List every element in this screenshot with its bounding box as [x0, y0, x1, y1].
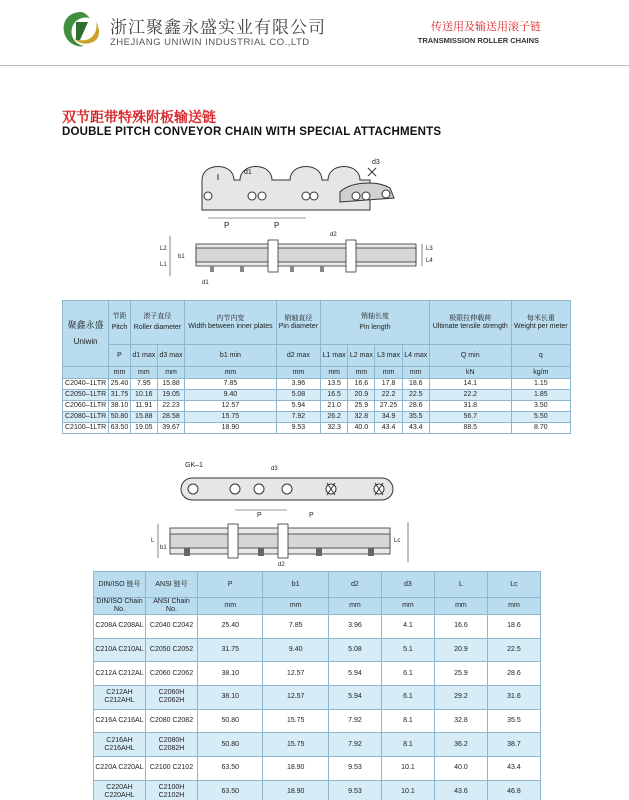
table-cell: 11.91: [130, 401, 157, 412]
table-cell: 7.92: [328, 733, 381, 757]
table-row: [63, 423, 571, 434]
brand-header: [63, 301, 109, 367]
pitch-header: 节距 Pitch: [109, 301, 131, 345]
table-cell: 12.57: [263, 686, 328, 710]
pin-header: 销轴直径 Pin diameter: [276, 301, 320, 345]
table-cell: 28.58: [157, 412, 184, 423]
table-cell: 16.6: [348, 379, 375, 390]
table-cell: 18.6: [402, 379, 429, 390]
fig2-label-p2: P: [309, 512, 314, 518]
table-cell: 56.7: [429, 412, 511, 423]
table-cell: C2050–1LTR: [63, 390, 109, 401]
table-cell: 36.2: [434, 733, 487, 757]
sym-p: P: [109, 345, 131, 367]
table-cell: C2060H C2062H: [146, 686, 198, 710]
fig2-label-b1: b1: [160, 545, 167, 551]
table-cell: 28.6: [487, 662, 540, 686]
table-cell: 32.8: [434, 709, 487, 733]
table-cell: 34.9: [375, 412, 402, 423]
tagline-en: TRANSMISSION ROLLER CHAINS: [417, 36, 539, 45]
table-cell: C2080H C2082H: [146, 733, 198, 757]
chain-side-view-diagram: [190, 150, 430, 232]
table-cell: 50.80: [109, 412, 131, 423]
table-cell: 16.6: [434, 615, 487, 639]
table-cell: 5.94: [328, 686, 381, 710]
sym-d1: d1 max: [130, 345, 157, 367]
company-name-en: ZHEJIANG UNIWIN INDUSTRIAL CO.,LTD: [110, 37, 310, 48]
table-cell: 21.0: [321, 401, 348, 412]
table-cell: 6.1: [381, 686, 434, 710]
fig1-label-b1: b1: [178, 254, 185, 260]
fig1-label-d2: d2: [330, 232, 337, 238]
table-cell: 40.0: [348, 423, 375, 434]
table-cell: 20.9: [434, 638, 487, 662]
table-cell: 43.4: [487, 757, 540, 781]
table-cell: 38.10: [198, 686, 263, 710]
sym-l3: L3 max: [375, 345, 402, 367]
table-cell: 7.85: [185, 379, 277, 390]
table-cell: 5.08: [276, 390, 320, 401]
sym-b1: b1 min: [185, 345, 277, 367]
table-cell: C216A C216AL: [94, 709, 146, 733]
fig2-label-d3: d3: [271, 466, 278, 472]
fig1-label-d1: d1: [244, 169, 252, 176]
fig2-label-lc: Lc: [394, 538, 401, 544]
table-row: [63, 379, 571, 390]
table-cell: 25.9: [348, 401, 375, 412]
table-cell: 18.90: [185, 423, 277, 434]
table-cell: 8.70: [511, 423, 570, 434]
table-cell: 18.90: [263, 780, 328, 800]
chain-top-view-diagram: [150, 230, 440, 288]
table-cell: 5.08: [328, 638, 381, 662]
table-row: [94, 780, 541, 800]
table-cell: 15.88: [130, 412, 157, 423]
table-cell: 25.40: [198, 615, 263, 639]
table-row: [63, 412, 571, 423]
table-cell: 5.1: [381, 638, 434, 662]
table-cell: 19.05: [130, 423, 157, 434]
sym-weight: q: [511, 345, 570, 367]
fig2-label-p: P: [257, 512, 262, 518]
table-cell: 22.2: [429, 390, 511, 401]
tensile-header: 极限拉伸载荷 Ultimate tensile strength: [429, 301, 511, 345]
table-cell: 26.2: [321, 412, 348, 423]
table-cell: C216AH C216AHL: [94, 733, 146, 757]
b1-header: b1: [263, 572, 328, 598]
fig1-label-p2: P: [274, 221, 280, 230]
table-cell: 88.5: [429, 423, 511, 434]
table-cell: 63.50: [109, 423, 131, 434]
units-row: mm mm mm mm mm mm mm mm mm kN kg/m: [63, 367, 571, 379]
chain-gk1-side-diagram: [175, 458, 405, 518]
table-cell: 13.5: [321, 379, 348, 390]
company-logo-icon: [58, 8, 104, 54]
table-cell: C2050 C2052: [146, 638, 198, 662]
table-cell: 1.15: [511, 379, 570, 390]
table-cell: 12.57: [185, 401, 277, 412]
table-row: [94, 638, 541, 662]
gk1-chain-spec-table: [93, 571, 541, 800]
attachment-chain-spec-table: [62, 300, 571, 434]
table-cell: 9.53: [276, 423, 320, 434]
sym-l1: L1 max: [321, 345, 348, 367]
table-cell: 50.80: [198, 733, 263, 757]
table-cell: 10.1: [381, 757, 434, 781]
section-title-en: DOUBLE PITCH CONVEYOR CHAIN WITH SPECIAL ATTACHMENTS: [62, 126, 442, 138]
table-cell: 7.85: [263, 615, 328, 639]
fig1-label-l1: L1: [160, 262, 167, 268]
table-cell: 9.40: [263, 638, 328, 662]
table-cell: 38.10: [198, 662, 263, 686]
table-cell: 32.3: [321, 423, 348, 434]
table-cell: C2100–1LTR: [63, 423, 109, 434]
table-row: [94, 662, 541, 686]
table-cell: 15.75: [263, 733, 328, 757]
table-cell: 25.40: [109, 379, 131, 390]
table-cell: 9.53: [328, 780, 381, 800]
sym-q: Q min: [429, 345, 511, 367]
fig1-label-l4: L4: [426, 258, 433, 264]
pinlen-header: 销轴长度 Pin length: [321, 301, 430, 345]
table-cell: 8.1: [381, 733, 434, 757]
table-row: [63, 390, 571, 401]
table-cell: 7.92: [328, 709, 381, 733]
fig1-label-p: P: [224, 221, 230, 230]
table-cell: 5.94: [276, 401, 320, 412]
fig1-label-l2: L2: [160, 246, 167, 252]
table-cell: 20.9: [348, 390, 375, 401]
table-cell: 1.85: [511, 390, 570, 401]
table-cell: 46.8: [487, 780, 540, 800]
table-cell: 63.50: [198, 780, 263, 800]
table-cell: 5.50: [511, 412, 570, 423]
table-cell: 50.80: [198, 709, 263, 733]
table-cell: 43.6: [434, 780, 487, 800]
table-cell: C208A C208AL: [94, 615, 146, 639]
table-cell: C220AH C220AHL: [94, 780, 146, 800]
table-cell: 25.9: [434, 662, 487, 686]
table-cell: 16.5: [321, 390, 348, 401]
table-row: [94, 757, 541, 781]
table-cell: 15.88: [157, 379, 184, 390]
table-cell: 3.50: [511, 401, 570, 412]
table-cell: 40.0: [434, 757, 487, 781]
table-cell: 10.1: [381, 780, 434, 800]
table-cell: 35.5: [487, 709, 540, 733]
table-cell: C2040 C2042: [146, 615, 198, 639]
sym-l2: L2 max: [348, 345, 375, 367]
brand-en: Uniwin: [73, 336, 98, 346]
table-cell: C220A C220AL: [94, 757, 146, 781]
lc-header: Lc: [487, 572, 540, 598]
sym-d2: d2 max: [276, 345, 320, 367]
table-row: [63, 401, 571, 412]
table-cell: 31.75: [198, 638, 263, 662]
table-cell: 38.10: [109, 401, 131, 412]
fig1-label-d1b: d1: [202, 280, 209, 286]
table-cell: 22.2: [375, 390, 402, 401]
table-cell: 17.8: [375, 379, 402, 390]
table-cell: 43.4: [402, 423, 429, 434]
d2-header: d2: [328, 572, 381, 598]
fig2-label-d2: d2: [278, 562, 285, 568]
table-cell: 43.4: [375, 423, 402, 434]
table-cell: C2100 C2102: [146, 757, 198, 781]
table-cell: 29.2: [434, 686, 487, 710]
table-row: [94, 733, 541, 757]
table-cell: 27.25: [375, 401, 402, 412]
table-cell: 35.5: [402, 412, 429, 423]
tagline-cn: 传送用及输送用滚子链: [431, 20, 541, 33]
table-row: [94, 686, 541, 710]
table-cell: 18.6: [487, 615, 540, 639]
table-cell: 4.1: [381, 615, 434, 639]
table-cell: 31.8: [429, 401, 511, 412]
table-cell: C2060–1LTR: [63, 401, 109, 412]
table-cell: C2100H C2102H: [146, 780, 198, 800]
table-cell: 39.67: [157, 423, 184, 434]
table-row: [94, 709, 541, 733]
chain-gk1-top-diagram: [150, 518, 420, 568]
table-cell: C2080 C2082: [146, 709, 198, 733]
table-cell: 31.6: [487, 686, 540, 710]
table-cell: 19.05: [157, 390, 184, 401]
sym-d3: d3 max: [157, 345, 184, 367]
roller-header: 滚子直径 Roller diameter: [130, 301, 184, 345]
section-title-cn: 双节距带特殊附板输送链: [62, 110, 216, 126]
table-cell: 8.1: [381, 709, 434, 733]
table-cell: 3.96: [328, 615, 381, 639]
table-cell: 22.5: [487, 638, 540, 662]
width-header: 内节内宽 Width between inner plates: [185, 301, 277, 345]
sym-l4: L4 max: [402, 345, 429, 367]
table-cell: 63.50: [198, 757, 263, 781]
table-cell: 9.40: [185, 390, 277, 401]
table-cell: 7.95: [130, 379, 157, 390]
fig2-label-l: L: [151, 538, 155, 544]
table-cell: 9.53: [328, 757, 381, 781]
table-cell: 15.75: [263, 709, 328, 733]
table-cell: 18.90: [263, 757, 328, 781]
brand-cn: 聚鑫永盛: [67, 320, 104, 331]
table-cell: C2040–1LTR: [63, 379, 109, 390]
table-cell: 32.8: [348, 412, 375, 423]
fig2-code: GK–1: [185, 462, 203, 469]
table-cell: 15.75: [185, 412, 277, 423]
weight-header: 每米长重 Weight per meter: [511, 301, 570, 345]
company-name-cn: 浙江聚鑫永盛实业有限公司: [110, 18, 326, 38]
table-cell: 5.94: [328, 662, 381, 686]
table-cell: 22.23: [157, 401, 184, 412]
table-cell: 3.96: [276, 379, 320, 390]
table-cell: C2080–1LTR: [63, 412, 109, 423]
fig1-label-d3: d3: [372, 159, 380, 166]
table-cell: 28.6: [402, 401, 429, 412]
table-cell: C212AH C212AHL: [94, 686, 146, 710]
din-header: DIN/ISO 链号: [94, 572, 146, 598]
table-cell: 10.16: [130, 390, 157, 401]
table-cell: 7.92: [276, 412, 320, 423]
table-cell: 38.7: [487, 733, 540, 757]
table-cell: C2060 C2062: [146, 662, 198, 686]
table-cell: 12.57: [263, 662, 328, 686]
page-header: [0, 0, 629, 66]
ansi-header: ANSI 链号: [146, 572, 198, 598]
table-cell: 14.1: [429, 379, 511, 390]
table-cell: 22.5: [402, 390, 429, 401]
d3-header: d3: [381, 572, 434, 598]
table-cell: 6.1: [381, 662, 434, 686]
p-header: P: [198, 572, 263, 598]
l-header: L: [434, 572, 487, 598]
table-cell: C210A C210AL: [94, 638, 146, 662]
table-row: [94, 615, 541, 639]
table-cell: 31.75: [109, 390, 131, 401]
fig1-label-l3: L3: [426, 246, 433, 252]
units-row-2: DIN/ISO Chain No. ANSI Chain No. mm mm mm mm mm mm: [94, 598, 541, 615]
table-cell: C212A C212AL: [94, 662, 146, 686]
